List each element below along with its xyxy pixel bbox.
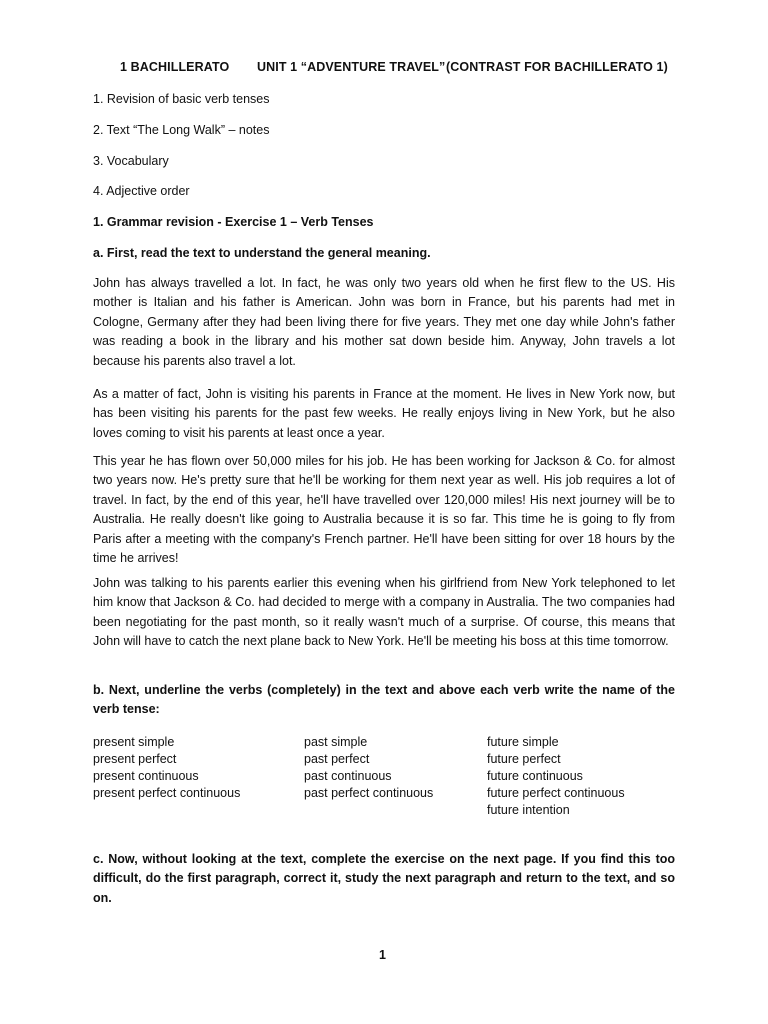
tense-item: present continuous (93, 769, 199, 783)
section-title: 1. Grammar revision - Exercise 1 – Verb Tenses (93, 215, 374, 229)
tense-item: future perfect continuous (487, 786, 625, 800)
past-tenses-column (304, 734, 433, 802)
tense-item: present perfect continuous (93, 786, 241, 800)
tense-item: present simple (93, 735, 175, 749)
paragraph-3: This year he has flown over 50,000 miles for his job. He has been working for Jackson & Co. for almost two years now. He's pretty sure that he'll be working for them next year as well. His job requires a lot of travel. In fact, by the end of this year, he'll have travelled over 120,000 miles! His next journey will be to Australia. He really doesn't like going to Australia because it is so far. This time he is going to fly from Paris after a meeting with the company's French partner. He'll have been sitting for over 18 hours by the time he arrives! (93, 454, 675, 566)
paragraph-1: John has always travelled a lot. In fact, he was only two years old when he first flew to the US. His mother is Italian and his father is American. John was born in France, but his parents had met in Cologne, Germany after they had been living there for five years. They met one day while John's father was reading a book in the library and his mother sat down beside him. Anyway, John travels a lot because his parents also travel a lot. (93, 276, 675, 368)
future-tenses-column (487, 734, 625, 819)
toc-item-1: 1. Revision of basic verb tenses (93, 92, 270, 106)
instruction-a: a. First, read the text to understand the general meaning. (93, 246, 431, 260)
tense-item: future simple (487, 735, 559, 749)
toc-item-2: 2. Text “The Long Walk” – notes (93, 123, 270, 137)
tense-item: past simple (304, 735, 368, 749)
tense-item: present perfect (93, 752, 177, 766)
instruction-b: b. Next, underline the verbs (completely) in the text and above each verb write the name of the verb tense: (93, 683, 675, 717)
tense-item: future continuous (487, 769, 583, 783)
tense-item: future intention (487, 803, 570, 817)
document-heading (120, 60, 680, 74)
heading-level: 1 BACHILLERATO (120, 60, 230, 74)
tense-item: past perfect continuous (304, 786, 434, 800)
tense-item: past perfect (304, 752, 370, 766)
toc-item-4: 4. Adjective order (93, 184, 190, 198)
present-tenses-column (93, 734, 240, 802)
toc-item-3: 3. Vocabulary (93, 154, 169, 168)
instruction-c: c. Now, without looking at the text, complete the exercise on the next page. If you find this too difficult, do the first paragraph, correct it, study the next paragraph and return to the text, and so on. (93, 852, 675, 905)
tense-item: future perfect (487, 752, 561, 766)
document-page (93, 0, 675, 1024)
heading-unit: UNIT 1 “ADVENTURE TRAVEL” (257, 60, 446, 74)
page-number: 1 (379, 948, 386, 962)
tense-item: past continuous (304, 769, 392, 783)
heading-note: (CONTRAST FOR BACHILLERATO 1) (446, 60, 668, 74)
paragraph-2: As a matter of fact, John is visiting his parents in France at the moment. He lives in New York now, but has been visiting his parents for the past few weeks. He really enjoys living in New York, but he also loves coming to visit his parents at least once a year. (93, 387, 675, 440)
paragraph-4: John was talking to his parents earlier this evening when his girlfriend from New York telephoned to let him know that Jackson & Co. had decided to merge with a company in Australia. The two companies had been negotiating for the past month, so it really wasn't much of a surprise. Of course, this means that John will have to catch the next plane back to New York. He'll be meeting his boss at this time tomorrow. (93, 576, 675, 649)
